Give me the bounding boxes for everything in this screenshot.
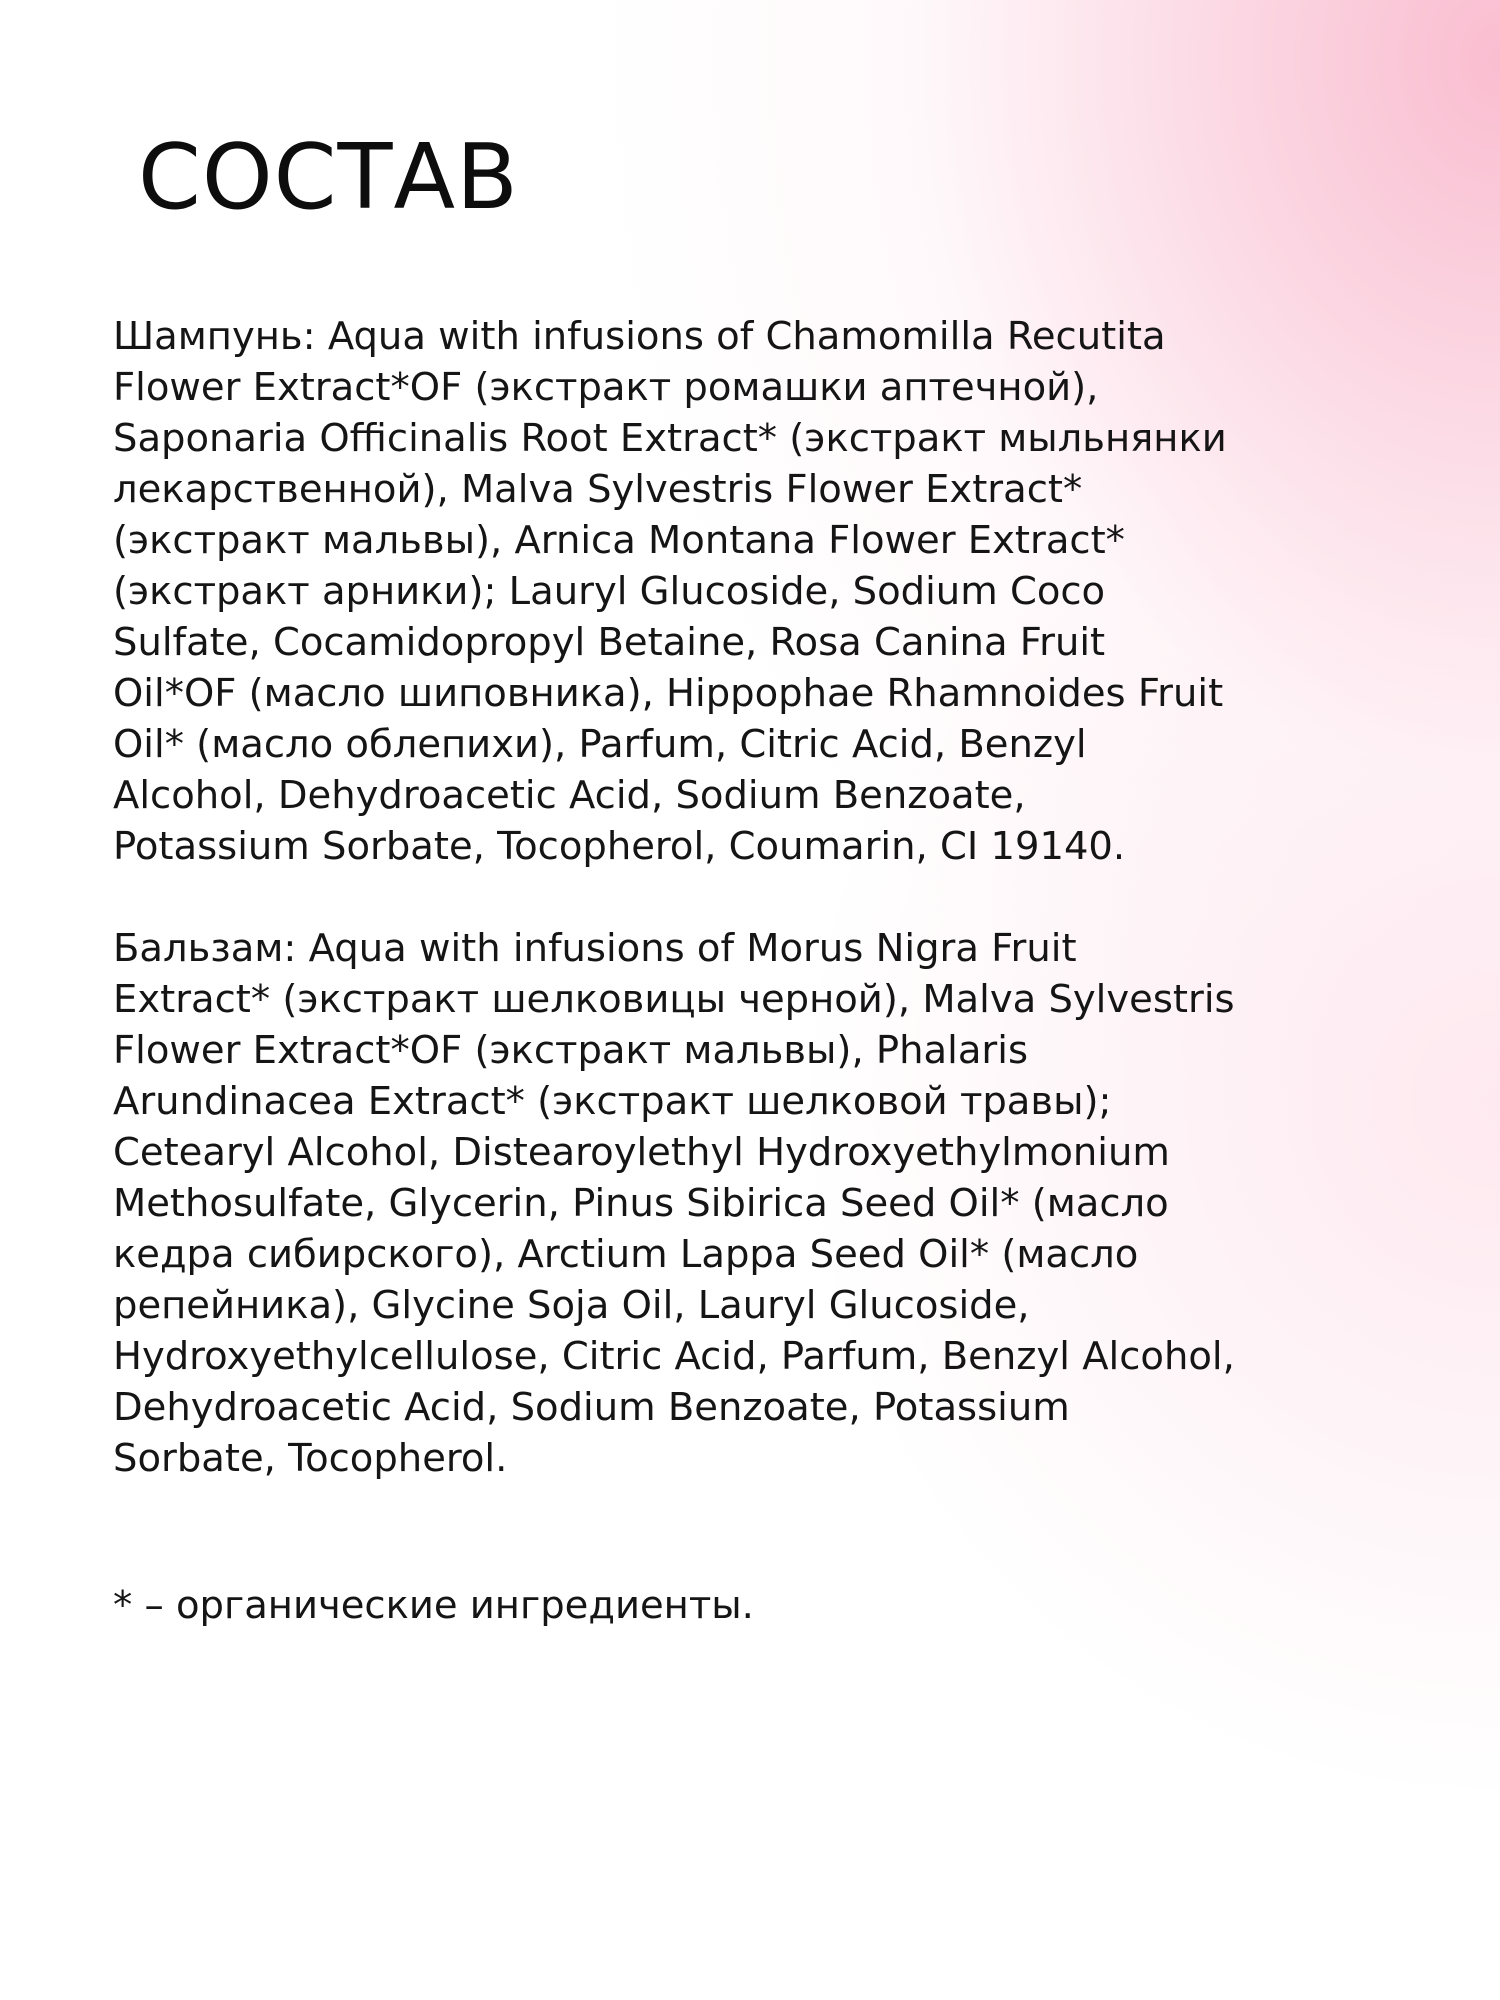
page-title: СОСТАВ bbox=[138, 125, 519, 230]
ingredients-section bbox=[113, 311, 1443, 1484]
shampoo-ingredients: Шампунь: Aqua with infusions of Chamomilla Recutita Flower Extract*OF (экстракт ромашки аптечной), Saponaria Officinalis Root Extract* (экстракт мыльнянки лекарственной), Malva Sylvestris Flower Extract* (экстракт мальвы), Arnica Montana Flower Extract* (экстракт арники); Lauryl Glucoside, Sodium Coco Sulfate, Cocamidopropyl Betaine, Rosa Canina Fruit Oil*OF (масло шиповника), Hippophae Rhamnoides Fruit Oil* (масло облепихи), Parfum, Citric Acid, Benzyl Alcohol, Dehydroacetic Acid, Sodium Benzoate, Potassium Sorbate, Tocopherol, Coumarin, CI 19140. bbox=[113, 314, 1227, 869]
organic-footnote: * – органические ингредиенты. bbox=[113, 1583, 754, 1628]
balm-ingredients: Бальзам: Aqua with infusions of Morus Nigra Fruit Extract* (экстракт шелковицы черной), Malva Sylvestris Flower Extract*OF (экстракт мальвы), Phalaris Arundinacea Extract* (экстракт шелковой травы); Cetearyl Alcohol, Distearoylethyl Hydroxyethylmonium Methosulfate, Glycerin, Pinus Sibirica Seed Oil* (масло кедра сибирского), Arctium Lappa Seed Oil* (масло репейника), Glycine Soja Oil, Lauryl Glucoside, Hydroxyethylcellulose, Citric Acid, Parfum, Benzyl Alcohol, Dehydroacetic Acid, Sodium Benzoate, Potassium Sorbate, Tocopherol. bbox=[113, 926, 1235, 1481]
